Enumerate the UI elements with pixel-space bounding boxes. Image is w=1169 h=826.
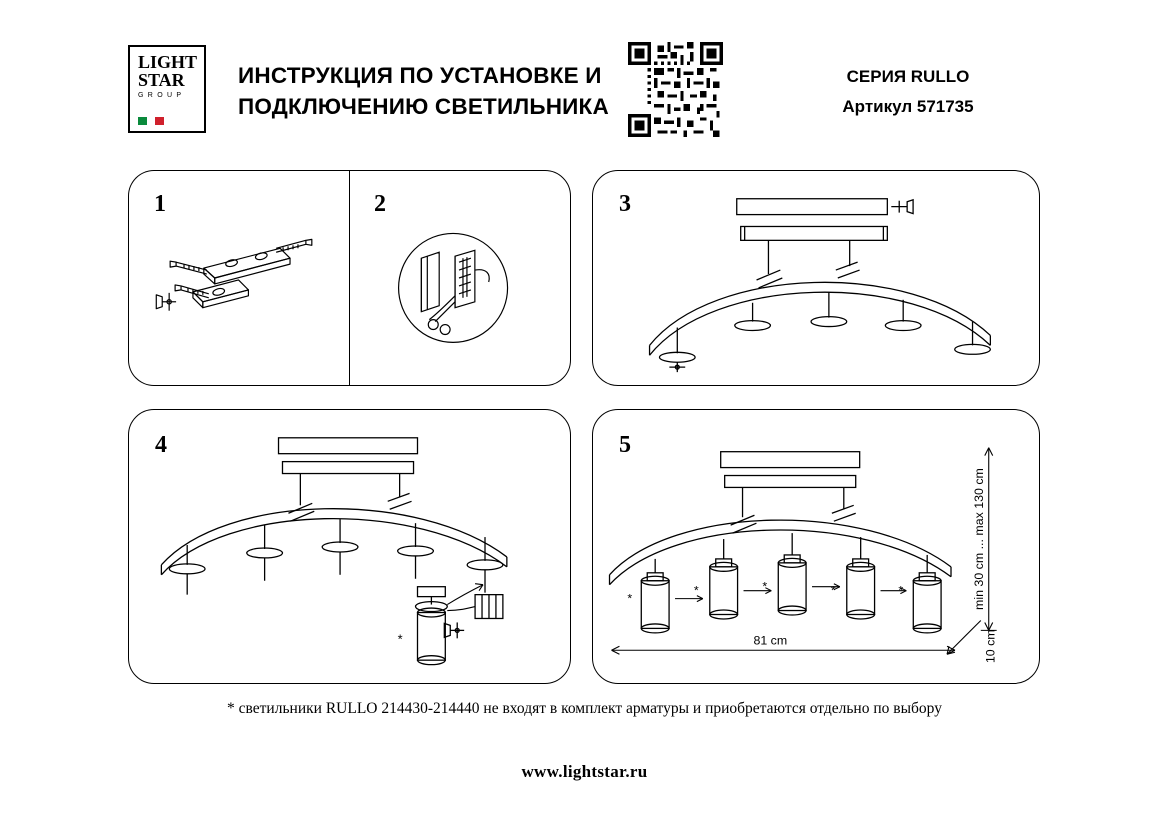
logo-line-2: STAR [138, 70, 185, 90]
asterisk-marker-1: * [627, 591, 633, 606]
depth-dimension-label: 10 cm [983, 629, 998, 664]
step-number-5: 5 [619, 432, 631, 458]
qr-code-icon [628, 42, 723, 137]
step-4-illustration [129, 410, 570, 683]
italy-flag-icon [138, 117, 164, 125]
step-panel-3 [592, 170, 1040, 386]
step-number-3: 3 [619, 191, 631, 217]
step-panel-1 [128, 170, 350, 386]
step-2-illustration [350, 171, 570, 385]
step-number-1: 1 [154, 191, 166, 217]
step-number-2: 2 [374, 191, 386, 217]
header [128, 40, 1041, 140]
logo-line-1: LIGHT [138, 52, 198, 72]
step-panel-4 [128, 409, 571, 684]
series-label: СЕРИЯ RULLO [846, 67, 970, 86]
step-number-4: 4 [155, 432, 167, 458]
height-dimension-label: min 30 cm ... max 130 cm [971, 468, 986, 610]
step-panel-2 [349, 170, 571, 386]
width-dimension-label: 81 cm [753, 633, 788, 648]
article-label: Артикул 571735 [842, 97, 974, 116]
step-5-illustration [593, 410, 1039, 683]
logo-group-text: G R O U P [138, 92, 183, 99]
page-title: ИНСТРУКЦИЯ ПО УСТАНОВКЕ И ПОДКЛЮЧЕНИЮ СВЕТИЛЬНИКА [238, 63, 609, 119]
logo [128, 45, 206, 133]
website-url: www.lightstar.ru [521, 762, 648, 781]
step-1-illustration [129, 171, 350, 385]
asterisk-marker-3: * [762, 579, 768, 594]
series-block [768, 62, 1048, 122]
asterisk-marker-4: * [830, 583, 836, 598]
step-panel-5 [592, 409, 1040, 684]
asterisk-marker-4: * [397, 631, 403, 647]
asterisk-marker-5: * [898, 583, 904, 598]
asterisk-marker-2: * [693, 583, 699, 598]
footnote-text: * светильники RULLO 214430-214440 не входят в комплект арматуры и приобретаются отдельно по выбору [227, 700, 942, 717]
step-3-illustration [593, 171, 1039, 385]
